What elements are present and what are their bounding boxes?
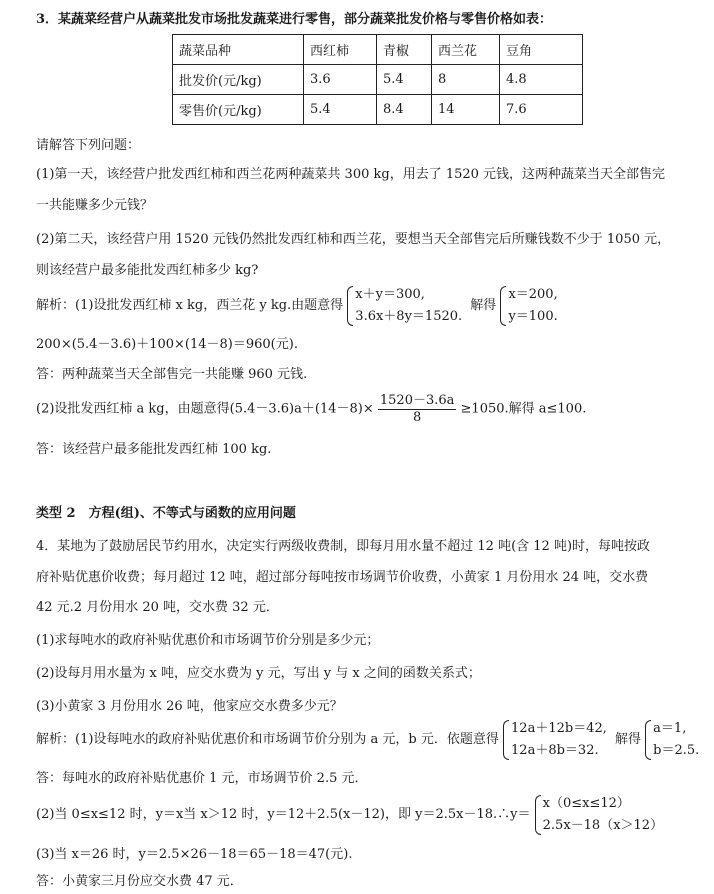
q4-equation-system — [503, 718, 607, 762]
q3-solution-system — [500, 284, 557, 328]
equation-line: a＝1, — [653, 721, 687, 736]
q3-equation-system — [347, 284, 462, 328]
table-cell: 8.4 — [377, 95, 432, 125]
equation-line: 12a＋8b＝32. — [511, 743, 599, 758]
q3-answer1: 答：两种蔬菜当天全部售完一共能赚 960 元钱. — [36, 367, 308, 382]
table-cell: 14 — [432, 95, 500, 125]
q4-part1: (1)求每吨水的政府补贴优惠价和市场调节价分别是多少元； — [36, 633, 380, 648]
q3-prompt: 请解答下列问题： — [36, 138, 141, 153]
table-header-cell: 西兰花 — [432, 35, 500, 65]
equation-line: 3.6x＋8y＝1520. — [355, 309, 463, 324]
table-header-row — [173, 35, 583, 65]
table-cell: 批发价(元/kg) — [173, 65, 304, 95]
equation-line: 12a＋12b＝42, — [511, 721, 607, 736]
table-row — [173, 95, 583, 125]
equation-line: x＋y＝300, — [355, 287, 425, 302]
q3-solution2-intro: (2)设批发西红柿 a kg，由题意得(5.4－3.6)a＋(14－8)× — [36, 401, 374, 417]
q3-calculation: 200×(5.4－3.6)＋100×(14－8)＝960(元). — [36, 337, 298, 352]
equation-line: x＝200, — [508, 287, 558, 302]
q4-answer3: 答：小黄家三月份应交水费 47 元． — [36, 874, 243, 889]
q3-part2-line1: (2)第二天，该经营户用 1520 元钱仍然批发西红柿和西兰花，要想当天全部售完后所赚钱数不少于 1050 元， — [36, 232, 671, 247]
q4-intro-line2: 府补贴优惠价收费；每月超过 12 吨，超过部分每吨按市场调节价收费，小黄家 1 月份用水 24 吨，交水费 — [36, 570, 649, 585]
q4-solution1 — [36, 718, 699, 762]
piecewise-function — [535, 793, 663, 837]
q4-part3: (3)小黄家 3 月份用水 26 吨，他家应交水费多少元？ — [36, 699, 343, 714]
piecewise-case: x（0≤x≤12） — [542, 796, 630, 811]
table-header-cell: 豆角 — [500, 35, 583, 65]
table-cell: 5.4 — [304, 95, 377, 125]
equation-line: y＝100. — [508, 309, 558, 324]
q3-solve-word: 解得 — [470, 298, 497, 313]
fraction — [378, 393, 457, 426]
q3-part2-line2: 则该经营户最多能批发西红柿多少 kg? — [36, 263, 259, 278]
section-heading: 类型 2 方程(组)、不等式与函数的应用问题 — [36, 506, 296, 521]
table-cell: 7.6 — [500, 95, 583, 125]
table-cell: 8 — [432, 65, 500, 95]
q4-answer1: 答：每吨水的政府补贴优惠价 1 元，市场调节价 2.5 元． — [36, 771, 368, 786]
q3-part1-line2: 一共能赚多少元钱？ — [36, 198, 154, 213]
q4-solution1-intro: 解析：(1)设每吨水的政府补贴优惠价和市场调节价分别为 a 元，b 元．依题意得 — [36, 732, 499, 747]
q4-solution-system — [645, 718, 699, 762]
q4-solution2-intro: (2)当 0≤x≤12 时，y＝x当 x＞12 时，y＝12＋2.5(x－12)，即 y＝2.5x－18.∴y＝ — [36, 807, 531, 822]
table-cell: 5.4 — [377, 65, 432, 95]
q3-solution1 — [36, 284, 558, 328]
q3-intro: 3．某蔬菜经营户从蔬菜批发市场批发蔬菜进行零售，部分蔬菜批发价格与零售价格如表： — [36, 12, 553, 27]
piecewise-case: 2.5x－18（x＞12） — [542, 818, 664, 833]
q3-solution2 — [36, 393, 586, 426]
q3-part1-line1: (1)第一天，该经营户批发西红柿和西兰花两种蔬菜共 300 kg，用去了 1520 元钱，这两种蔬菜当天全部售完 — [36, 167, 666, 182]
q4-solution2 — [36, 793, 663, 837]
q4-intro-line1: 4．某地为了鼓励居民节约用水，决定实行两级收费制，即每月用水量不超过 12 吨(含 12 吨)时，每吨按政 — [36, 539, 651, 554]
q3-solution2-result: ≥1050.解得 a≤100. — [460, 401, 587, 417]
table-cell: 3.6 — [304, 65, 377, 95]
table-header-cell: 青椒 — [377, 35, 432, 65]
table-row — [173, 65, 583, 95]
fraction-numerator: 1520－3.6a — [379, 393, 455, 408]
table-header-cell: 蔬菜品种 — [173, 35, 304, 65]
q3-solution1-intro: 解析：(1)设批发西红柿 x kg，西兰花 y kg.由题意得 — [36, 298, 344, 313]
q4-intro-line3: 42 元.2 月份用水 20 吨，交水费 32 元． — [36, 600, 279, 615]
q3-answer2: 答：该经营户最多能批发西红柿 100 kg. — [36, 442, 272, 457]
q4-solve-word: 解得 — [615, 732, 642, 747]
vegetable-price-table — [172, 34, 583, 125]
table-header-cell: 西红柿 — [304, 35, 377, 65]
fraction-denominator: 8 — [412, 410, 422, 425]
q4-solution3: (3)当 x＝26 时，y＝2.5×26－18＝65－18＝47(元). — [36, 847, 353, 862]
table-cell: 4.8 — [500, 65, 583, 95]
q4-part2: (2)设每月用水量为 x 吨，应交水费为 y 元，写出 y 与 x 之间的函数关系式； — [36, 666, 481, 681]
table-cell: 零售价(元/kg) — [173, 95, 304, 125]
equation-line: b＝2.5. — [653, 743, 700, 758]
